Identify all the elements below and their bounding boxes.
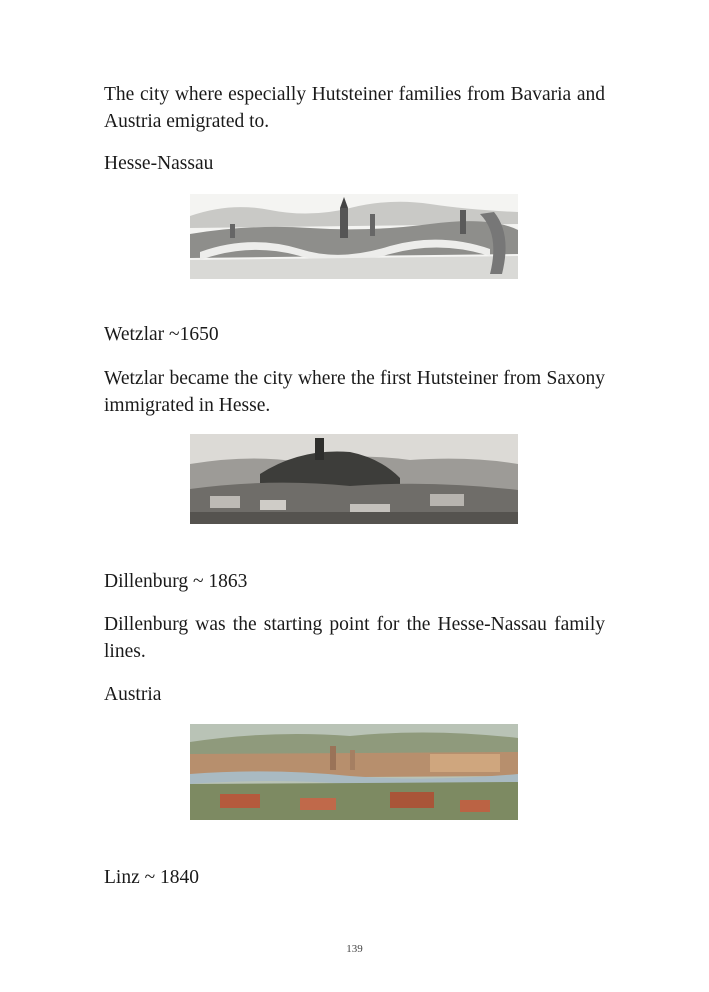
austria-heading: Austria — [104, 684, 162, 705]
dillenburg-photo-image — [190, 434, 518, 524]
linz-painting-image — [190, 724, 518, 820]
linz-caption: Linz ~ 1840 — [104, 867, 200, 888]
dillenburg-caption: Dillenburg ~ 1863 — [104, 571, 248, 592]
intro-paragraph: The city where especially Hutsteiner families from Bavaria and Austria emigrated to. — [104, 84, 605, 132]
page-number: 139 — [346, 943, 363, 955]
wetzlar-paragraph: Wetzlar became the city where the first Hutsteiner from Saxony immigrated in Hesse. — [104, 368, 605, 416]
wetzlar-engraving-image — [190, 194, 518, 279]
dillenburg-paragraph: Dillenburg was the starting point for the Hesse-Nassau family lines. — [104, 614, 605, 662]
hesse-nassau-heading: Hesse-Nassau — [104, 153, 214, 174]
wetzlar-caption: Wetzlar ~1650 — [104, 324, 219, 345]
